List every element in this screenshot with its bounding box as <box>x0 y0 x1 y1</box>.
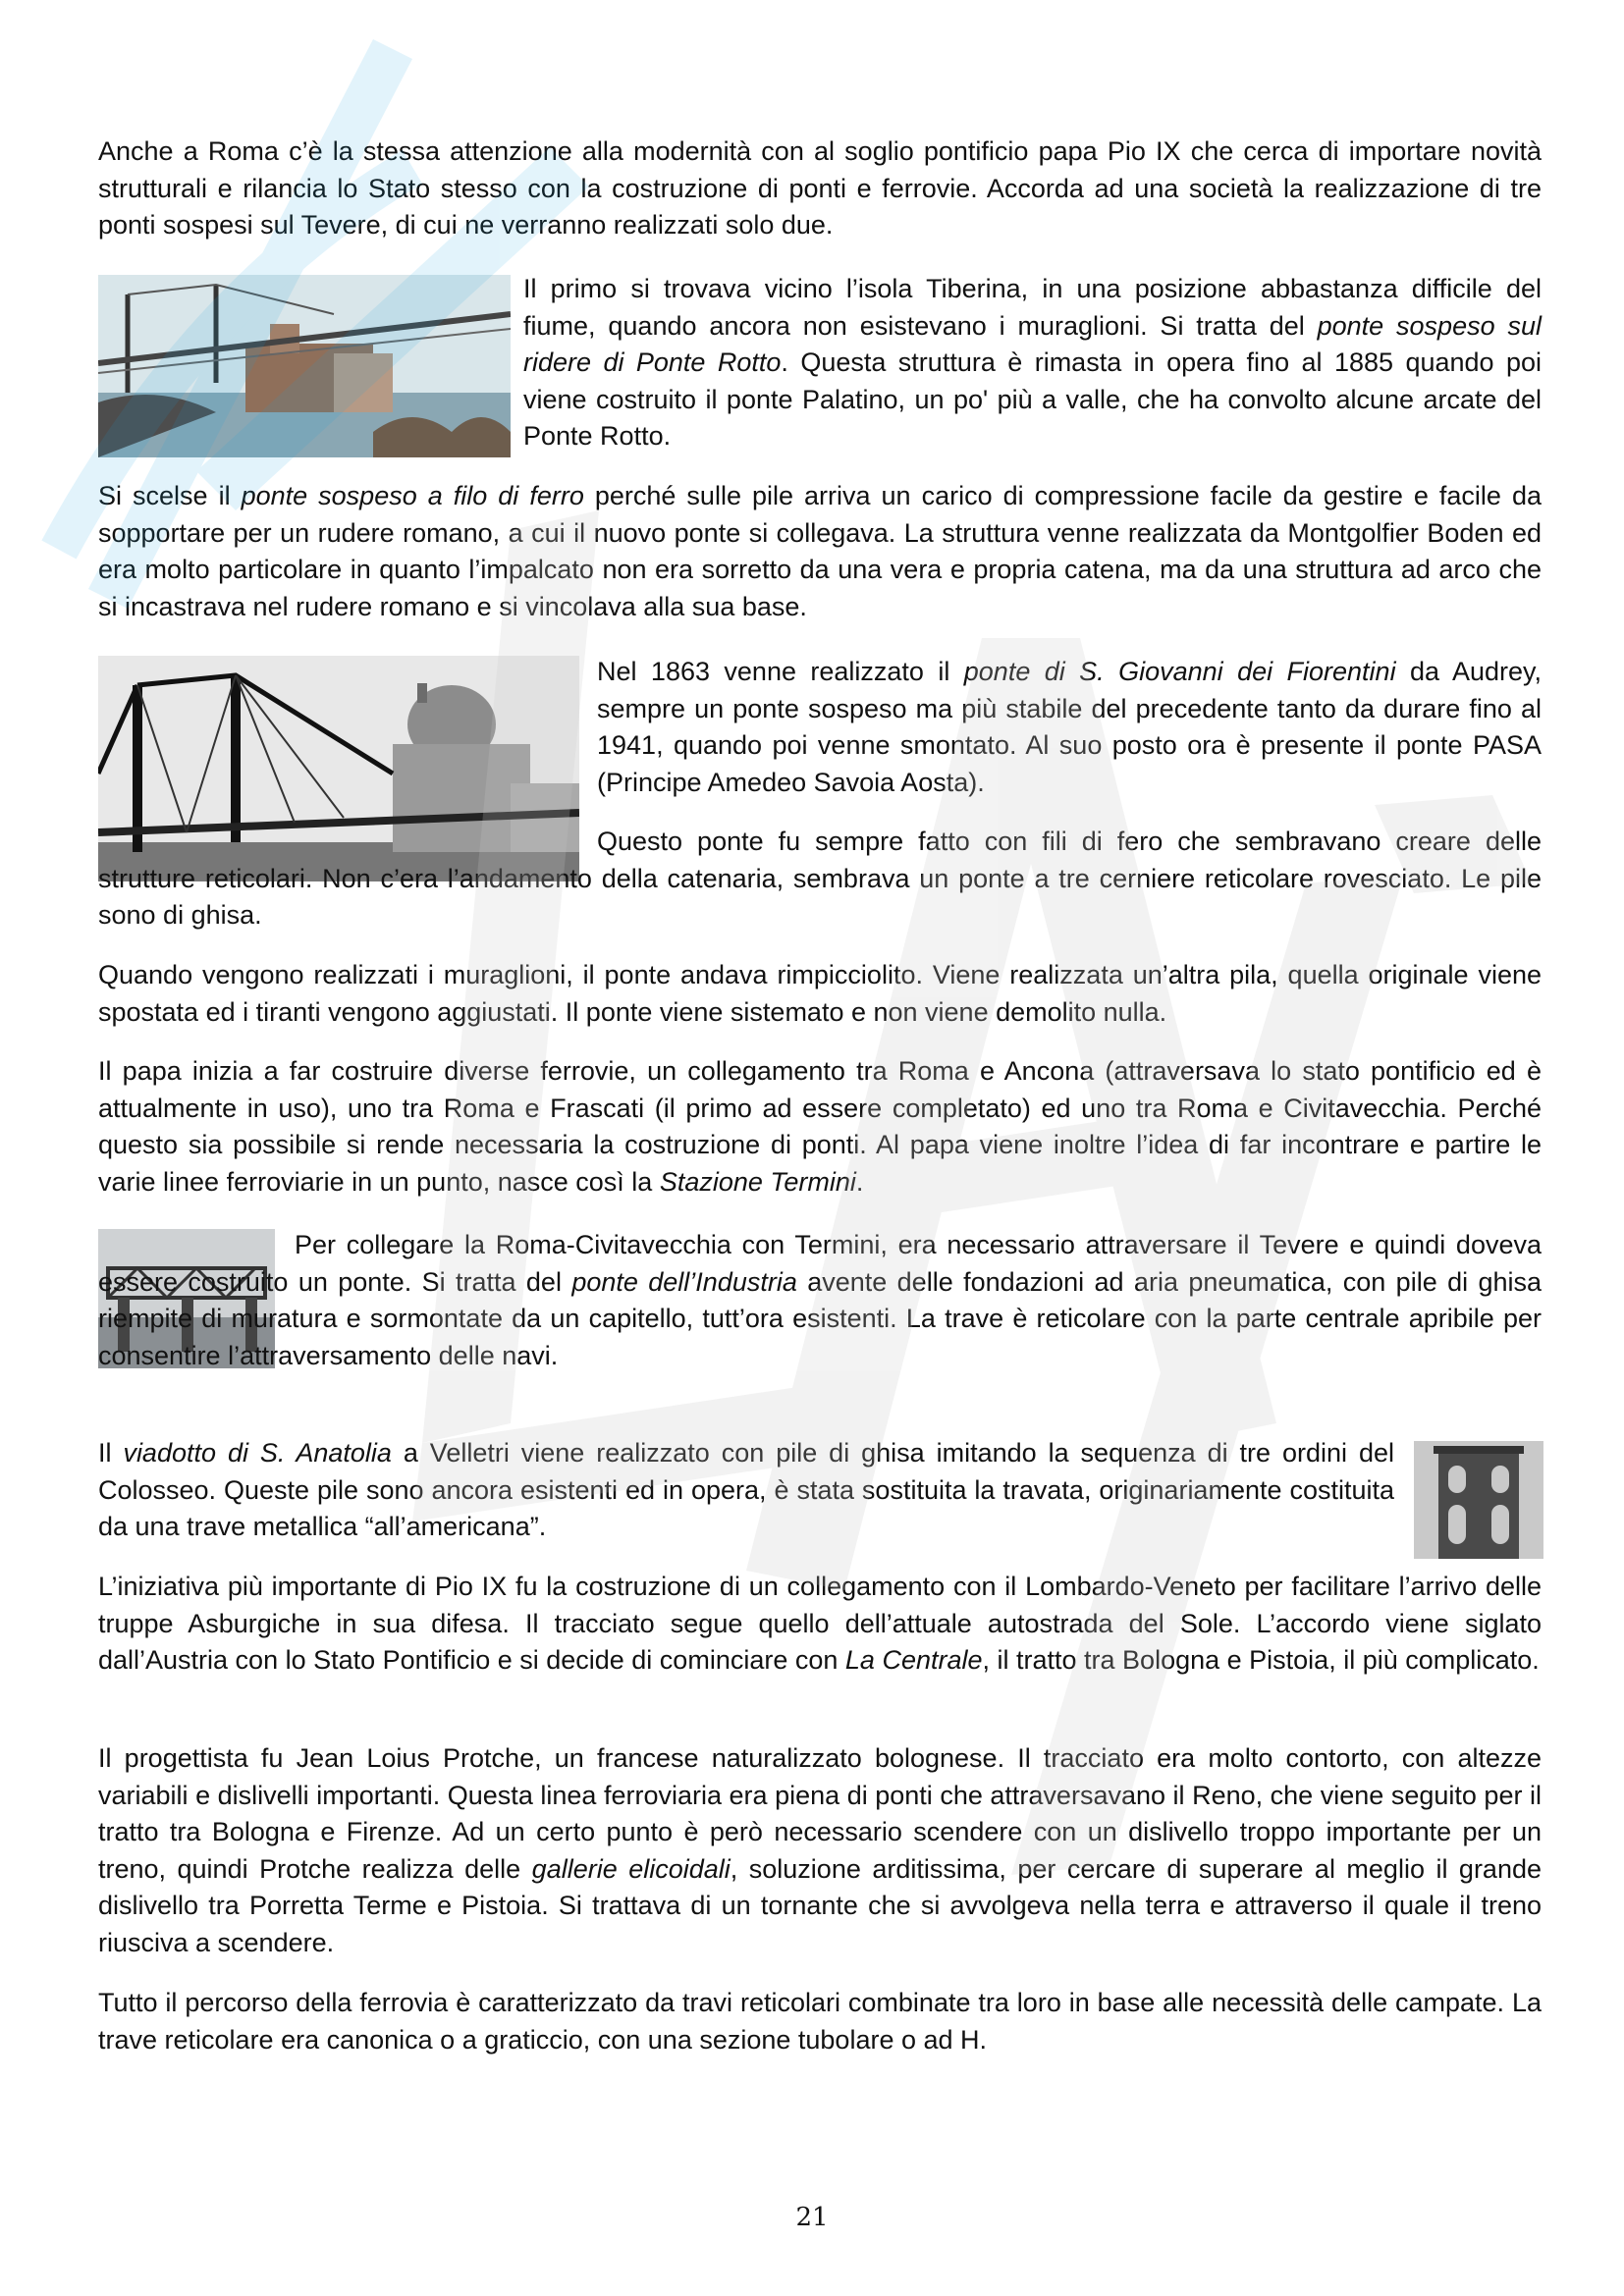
paragraph-5: Questo ponte fu sempre fatto con fili di fero che sembravano creare delle strutture reticolari. Non c’era l’andamento della catenaria, sembrava un ponte a tre cerniere reticolare rovesciato. Le pile sono di ghisa. <box>98 827 1542 930</box>
paragraph-1: Anche a Roma c’è la stessa attenzione alla modernità con al soglio pontificio papa Pio IX che cerca di importare novità strutturali e rilancia lo Stato stesso con la costruzione di ponti e ferrovie. Accorda ad una società la realizzazione di tre ponti sospesi sul Tevere, di cui ne verranno realizzati solo due. <box>98 136 1542 240</box>
paragraph-11: Il progettista fu Jean Loius Protche, un francese naturalizzato bolognese. Il tracciato era molto contorto, con altezze variabili e dislivelli importanti. Questa linea ferroviaria era piena di ponti che attraversavano il Reno, che viene seguito per il tratto tra Bologna e Firenze. Ad un certo punto è però necessario scendere con un dislivello troppo importante per un treno, quindi Protche realizza delle gallerie elicoidali, soluzione arditissima, per cercare di superare al meglio il grande dislivello tra Porretta Terme e Pistoia. Si trattava di un tornante che si avvolgeva nella terra e attraverso il quale il treno riusciva a scendere. <box>98 1743 1542 1957</box>
paragraph-8: Per collegare la Roma-Civitavecchia con Termini, era necessario attraversare il Tevere e quindi doveva essere costruito un ponte. Si tratta del ponte dell’Industria avente delle fondazioni ad aria pneumatica, con pile di ghisa riempite di muratura e sormontate da un capitello, tutt’ora esistenti. La trave è reticolare con la parte centrale apribile per consentire l’attraversamento delle navi. <box>98 1230 1543 1370</box>
ponte-rotto-photo <box>98 275 511 457</box>
paragraph-7: Il papa inizia a far costruire diverse ferrovie, un collegamento tra Roma e Ancona (attraversava lo stato pontificio ed è attualmente in uso), uno tra Roma e Frascati (il primo ad essere completato) ed uno tra Roma e Civitavecchia. Perché questo sia possibile si rende necessaria la costruzione di ponti. Al papa viene inoltre l’idea di far incontrare e partire le varie linee ferroviarie in un punto, nasce così la Stazione Termini. <box>98 1056 1542 1197</box>
viadotto-santa-anatolia-photo <box>1414 1441 1543 1559</box>
paragraph-10: L’iniziativa più importante di Pio IX fu la costruzione di un collegamento con il Lombardo-Veneto per facilitare l’arrivo delle truppe Asburgiche in sua difesa. Il tracciato segue quello dell’attuale autostrada del Sole. L’accordo viene siglato dall’Austria con lo Stato Pontificio e si decide di cominciare con La Centrale, il tratto tra Bologna e Pistoia, il più complicato. <box>98 1572 1542 1675</box>
paragraph-4: Nel 1863 venne realizzato il ponte di S. Giovanni dei Fiorentini da Audrey, sempre un ponte sospeso ma più stabile del precedente tanto da durare fino al 1941, quando poi venne smontato. Al suo posto ora è presente il ponte PASA (Principe Amedeo Savoia Aosta). <box>597 657 1542 797</box>
paragraph-12: Tutto il percorso della ferrovia è caratterizzato da travi reticolari combinate tra loro in base alle necessità delle campate. La trave reticolare era canonica o a graticcio, con una sezione tubolare o ad H. <box>98 1988 1542 2055</box>
page-number: 21 <box>795 2203 829 2232</box>
paragraph-6: Quando vengono realizzati i muraglioni, il ponte andava rimpicciolito. Viene realizzata un’altra pila, quella originale viene spostata ed i tiranti vengono aggiustati. Il ponte viene sistemato e non viene demolito nulla. <box>98 960 1542 1027</box>
paragraph-3: Si scelse il ponte sospeso a filo di ferro perché sulle pile arriva un carico di compressione facile da gestire e facile da sopportare per un rudere romano, a cui il nuovo ponte si collegava. La struttura venne realizzata da Montgolfier Boden ed era molto particolare in quanto l’impalcato non era sorretto da una vera e propria catena, ma da una struttura ad arco che si incastrava nel rudere romano e si vincolava alla sua base. <box>98 481 1542 621</box>
paragraph-2: Il primo si trovava vicino l’isola Tiberina, in una posizione abbastanza difficile del fiume, quando ancora non esistevano i muraglioni. Si tratta del ponte sospeso sul ridere di Ponte Rotto. Questa struttura è rimasta in opera fino al 1885 quando poi viene costruito il ponte Palatino, un po' più a valle, che ha convolto alcune arcate del Ponte Rotto. <box>523 274 1542 451</box>
paragraph-9: Il viadotto di S. Anatolia a Velletri viene realizzato con pile di ghisa imitando la sequenza di tre ordini del Colosseo. Queste pile sono ancora esistenti ed in opera, è stata sostituita la travata, originariamente costituita da una trave metallica “all’americana”. <box>98 1438 1394 1541</box>
